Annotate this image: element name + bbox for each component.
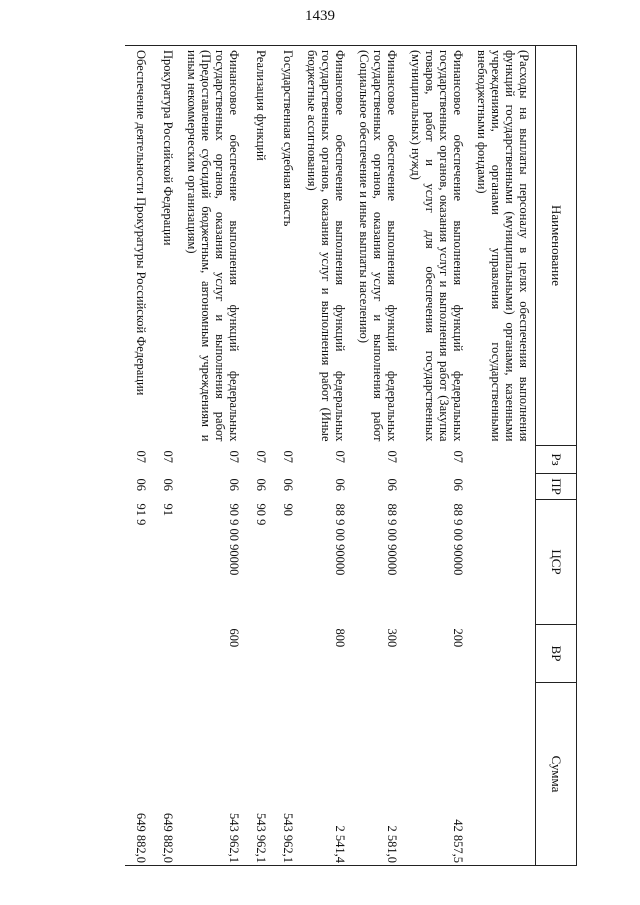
row-sum: 543 962,1 — [272, 683, 299, 866]
row-vr — [245, 625, 272, 683]
row-rz: 07 — [385, 450, 399, 463]
row-sum: 649 882,0 — [125, 683, 152, 866]
row-vr — [125, 625, 152, 683]
row-rz: 07 — [227, 450, 241, 463]
row-name: Прокуратура Российской Федерации — [152, 46, 179, 446]
row-pr: 06 — [333, 478, 347, 491]
row-csr: 88 9 00 90000 — [333, 503, 347, 576]
row-pr: 06 — [385, 478, 399, 491]
row-pr — [469, 474, 536, 500]
row-sum: 649 882,0 — [152, 683, 179, 866]
table-row — [179, 46, 245, 866]
row-name: Государственная судебная власть — [272, 46, 299, 446]
header-pr: ПР — [536, 474, 577, 500]
row-pr: 06 — [254, 478, 268, 491]
row-sum: 543 962,1 — [245, 683, 272, 866]
row-vr: 800 — [333, 628, 347, 648]
page-number: 1439 — [305, 8, 335, 24]
table-row — [272, 46, 299, 866]
row-vr — [469, 625, 536, 683]
header-sum: Сумма — [536, 683, 577, 866]
row-name: Финансовое обеспечение выполнения функций федеральных государственных органов, оказания услуг и выполнения работ (Социальное обеспечение и иные выплаты населению) — [351, 46, 403, 446]
row-name: Финансовое обеспечение выполнения функций федеральных государственных органов, оказания услуг и выполнения работ (Иные бюджетные ассигнования) — [299, 46, 351, 446]
row-csr: 90 — [281, 503, 295, 516]
row-rz: 07 — [333, 450, 347, 463]
rotated-sheet — [62, 45, 577, 865]
table-row — [245, 46, 272, 866]
row-csr: 90 9 — [254, 503, 268, 526]
row-csr — [469, 500, 536, 625]
row-sum: 2 541,4 — [299, 683, 351, 866]
row-csr: 91 — [161, 503, 175, 516]
row-rz: 07 — [451, 450, 465, 463]
row-rz: 07 — [161, 450, 175, 463]
table-row — [299, 46, 351, 866]
row-csr: 90 9 00 90000 — [227, 503, 241, 576]
row-vr — [272, 625, 299, 683]
row-csr: 88 9 00 90000 — [385, 503, 399, 576]
row-rz — [469, 446, 536, 474]
row-name: Обеспечение деятельности Прокуратуры Российской Федерации — [125, 46, 152, 446]
row-sum: 543 962,1 — [179, 683, 245, 866]
row-vr — [152, 625, 179, 683]
row-sum — [469, 683, 536, 866]
header-csr: ЦСР — [536, 500, 577, 625]
table-row — [125, 46, 152, 866]
row-vr: 300 — [385, 628, 399, 648]
table-row — [469, 46, 536, 866]
row-sum: 2 581,0 — [351, 683, 403, 866]
row-pr: 06 — [227, 478, 241, 491]
row-name: Финансовое обеспечение выполнения функций федеральных государственных органов, оказания услуг и выполнения работ (Предоставление субсидий бюджетным, автономным учреждениям и иным некоммерческим организациям) — [179, 46, 245, 446]
table-row — [351, 46, 403, 866]
row-sum: 42 857,5 — [403, 683, 469, 866]
header-rz: Рз — [536, 446, 577, 474]
table-header-row — [536, 46, 577, 866]
header-vr: ВР — [536, 625, 577, 683]
row-name: (Расходы на выплаты персоналу в целях обеспечения выполнения функций государственными (муниципальными) органами, казенными учреждениями, органами управления государственными внебюджетными фондами) — [469, 46, 536, 446]
row-pr: 06 — [451, 478, 465, 491]
row-vr: 200 — [451, 628, 465, 648]
row-name: Финансовое обеспечение выполнения функций федеральных государственных органов, оказания услуг и выполнения работ (Закупка товаров, работ и услуг для обеспечения государственных (муниципальных) нужд) — [403, 46, 469, 446]
table-row — [152, 46, 179, 866]
row-rz: 07 — [254, 450, 268, 463]
row-vr: 600 — [227, 628, 241, 648]
row-name: Реализация функций — [245, 46, 272, 446]
row-pr: 06 — [161, 478, 175, 491]
row-csr: 91 9 — [134, 503, 148, 526]
row-pr: 06 — [281, 478, 295, 491]
row-rz: 07 — [281, 450, 295, 463]
table-row — [403, 46, 469, 866]
row-pr: 06 — [134, 478, 148, 491]
row-csr: 88 9 00 90000 — [451, 503, 465, 576]
budget-table — [125, 45, 577, 866]
row-rz: 07 — [134, 450, 148, 463]
header-name: Наименование — [536, 46, 577, 446]
